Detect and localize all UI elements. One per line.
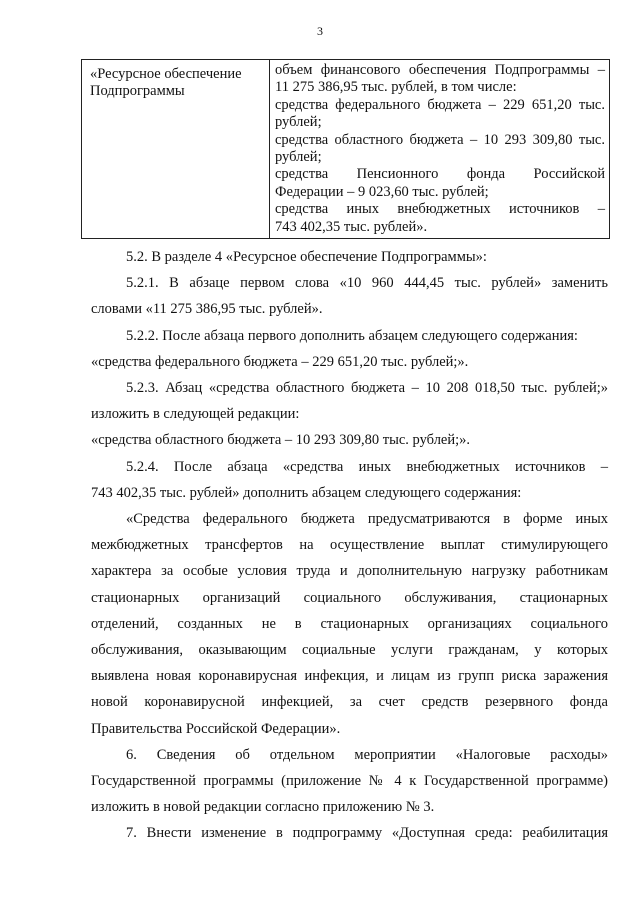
resource-line: Федерации – 9 023,60 тыс. рублей; [275,183,489,200]
resource-table [81,59,610,239]
paragraph-5-2-1-line: 5.2.1. В абзаце первом слова «10 960 444,45 тыс. рублей» заменить [126,275,608,292]
paragraph-funding-line: «Средства федерального бюджета предусматриваются в форме иных [126,511,608,528]
paragraph-5-2-4-line: 743 402,35 тыс. рублей» дополнить абзацем следующего содержания: [91,484,522,501]
paragraph-funding-line: выявлена новая коронавирусная инфекция, и лицам из групп риска заражения [91,668,608,685]
resource-line: средства Пенсионного фонда Российской [275,166,605,183]
paragraph-insert-federal: «средства федерального бюджета – 229 651,20 тыс. рублей;». [91,353,469,370]
resource-line: 743 402,35 тыс. рублей». [275,218,428,235]
paragraph-funding-line: стационарных организаций социального обслуживания, стационарных [91,589,608,606]
paragraph-funding-line: межбюджетных трансфертов на осуществление выплат стимулирующего [91,537,608,554]
paragraph-funding-line: характера за особые условия труда и дополнительную нагрузку работникам [91,563,608,580]
paragraph-funding-line: отделений, созданных не в стационарных организациях социального [91,615,608,632]
paragraph-5-2-1-line: словами «11 275 386,95 тыс. рублей». [91,301,323,318]
resource-line: 11 275 386,95 тыс. рублей, в том числе: [275,79,517,96]
paragraph-funding-line: новой коронавирусной инфекцией, за счет средств резервного фонда [91,694,608,711]
paragraph-insert-regional: «средства областного бюджета – 10 293 309,80 тыс. рублей;». [91,432,471,449]
paragraph-5-2-3-line: 5.2.3. Абзац «средства областного бюджета – 10 208 018,50 тыс. рублей;» [126,380,608,397]
resource-line: рублей; [275,149,322,166]
resource-table-value-cell [270,60,609,238]
paragraph-funding-line: Правительства Российской Федерации». [91,720,341,737]
resource-line: рублей; [275,114,322,131]
resource-line: средства областного бюджета – 10 293 309,80 тыс. [275,131,605,148]
resource-line: средства иных внебюджетных источников – [275,201,605,218]
paragraph-6-line: 6. Сведения об отдельном мероприятии «Налоговые расходы» [126,746,608,763]
paragraph-6-line: Государственной программы (приложение № 4 к Государственной программе) [91,773,608,790]
paragraph-5-2: 5.2. В разделе 4 «Ресурсное обеспечение Подпрограммы»: [126,249,487,265]
resource-table-label-cell: «Ресурсное обеспечение Подпрограммы [82,60,270,238]
resource-line: средства федерального бюджета – 229 651,20 тыс. [275,96,605,113]
paragraph-6-line: изложить в новой редакции согласно приложению № 3. [91,799,435,816]
paragraph-5-2-3-line: изложить в следующей редакции: [91,406,300,423]
paragraph-funding-line: обслуживания, оказывающим социальные услуги гражданам, у которых [91,642,608,659]
page-number: 3 [317,24,323,38]
paragraph-7-line: 7. Внести изменение в подпрограмму «Доступная среда: реабилитация [126,825,608,842]
paragraph-5-2-2: 5.2.2. После абзаца первого дополнить абзацем следующего содержания: [126,327,578,344]
document-body [91,244,608,847]
resource-line: объем финансового обеспечения Подпрограммы – [275,62,605,78]
paragraph-5-2-4-line: 5.2.4. После абзаца «средства иных внебюджетных источников – [126,458,608,475]
